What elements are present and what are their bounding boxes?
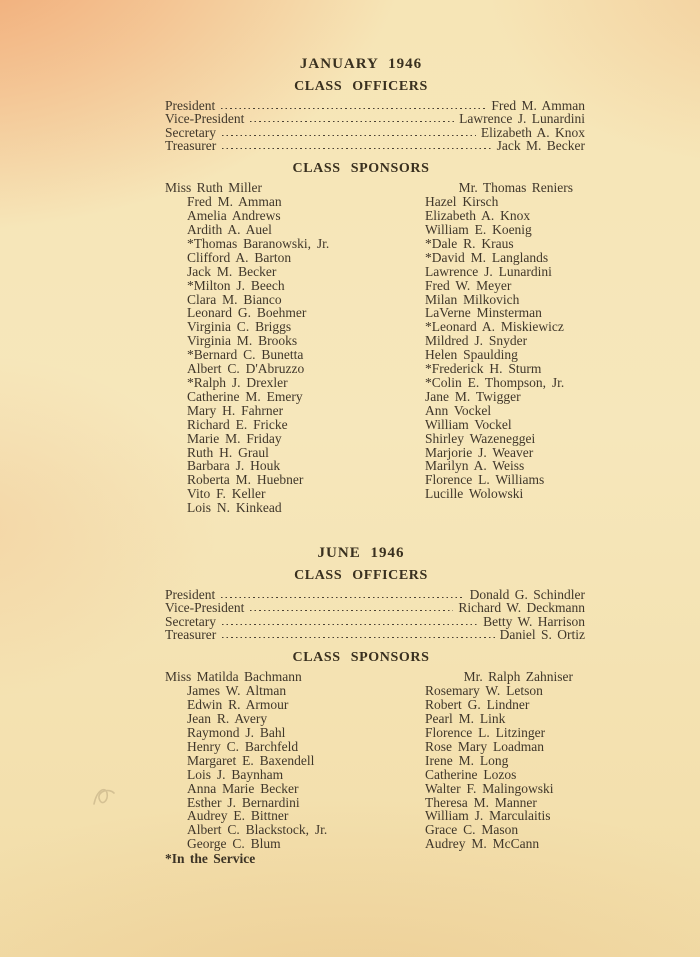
sponsor-name: Roberta M. Huebner <box>187 472 304 488</box>
sponsor-name: Fred M. Amman <box>187 194 282 210</box>
sponsor-name: Florence L. Williams <box>425 472 545 488</box>
officers-heading: CLASS OFFICERS <box>294 568 428 584</box>
sponsor-name: Irene M. Long <box>425 752 509 768</box>
sponsor-leaders-row <box>165 670 585 684</box>
sponsor-name: Audrey M. McCann <box>425 836 540 852</box>
officer-name: Elizabeth A. Knox <box>480 124 585 140</box>
sponsor-name: Hazel Kirsch <box>425 194 499 210</box>
sponsor-name: William E. Koenig <box>425 222 532 238</box>
dotted-leader <box>222 148 491 150</box>
sponsor-columns <box>165 195 585 515</box>
sponsor-name: Clifford A. Barton <box>187 249 292 265</box>
section-title: JUNE 1946 <box>317 545 405 562</box>
sponsor-name: Robert G. Lindner <box>425 697 530 713</box>
sponsor-name: Albert C. D'Abruzzo <box>187 361 305 377</box>
sponsor-name: LaVerne Minsterman <box>425 305 542 321</box>
sponsor-name: Richard E. Fricke <box>187 416 288 432</box>
sponsor-name: Virginia C. Briggs <box>187 319 292 335</box>
sponsor-name: Amelia Andrews <box>187 208 281 224</box>
sponsor-name: Rosemary W. Letson <box>425 683 543 699</box>
sponsor-leaders-row <box>165 181 585 195</box>
officer-row <box>165 126 585 139</box>
sponsor-name: Walter F. Malingowski <box>425 780 554 796</box>
sponsor-name: Ann Vockel <box>425 402 492 418</box>
sponsor-name: William Vockel <box>425 416 512 432</box>
officer-name: Daniel S. Ortiz <box>499 627 585 643</box>
sponsor-name: Ardith A. Auel <box>187 222 272 238</box>
officer-row <box>165 112 585 125</box>
sponsor-name: *Colin E. Thompson, Jr. <box>425 375 565 390</box>
dotted-leader <box>222 637 494 639</box>
sponsor-name: James W. Altman <box>187 683 287 699</box>
sponsor-name: *David M. Langlands <box>425 249 549 265</box>
sections-container <box>165 56 585 851</box>
section-title: JANUARY 1946 <box>299 56 423 72</box>
sponsor-name: Ruth H. Graul <box>187 444 269 460</box>
sponsor-name: *Thomas Baranowski, Jr. <box>187 235 330 251</box>
page-content <box>165 56 585 866</box>
officer-name: Jack M. Becker <box>496 138 585 154</box>
sponsors-heading: CLASS SPONSORS <box>292 649 430 665</box>
officer-role: President <box>165 98 216 113</box>
sponsor-name: Marjorie J. Weaver <box>425 444 534 460</box>
sponsor-name: Raymond J. Bahl <box>187 725 286 740</box>
officers-list <box>165 588 585 642</box>
dotted-leader <box>221 107 486 109</box>
officer-row <box>165 99 585 112</box>
sponsor-name: *Ralph J. Drexler <box>187 375 288 390</box>
sponsor-name: Mary H. Fahrner <box>187 402 284 418</box>
sponsor-name: Clara M. Bianco <box>187 291 282 307</box>
officer-row <box>165 601 585 614</box>
dotted-leader <box>222 134 476 136</box>
sponsor-name: Leonard G. Boehmer <box>187 305 307 321</box>
sponsors-heading: CLASS SPONSORS <box>292 160 430 176</box>
officer-row <box>165 628 585 641</box>
sponsor-name: George C. Blum <box>187 836 281 852</box>
sponsor-name: Lawrence J. Lunardini <box>425 263 552 279</box>
sponsor-lead-left: Miss Matilda Bachmann <box>165 668 302 684</box>
sponsor-name: Margaret E. Baxendell <box>187 752 315 768</box>
sponsor-name: Pearl M. Link <box>425 711 506 727</box>
sponsor-lead-right: Mr. Thomas Reniers <box>458 179 573 195</box>
dotted-leader <box>221 596 464 598</box>
class-section <box>165 56 585 515</box>
sponsor-name: Virginia M. Brooks <box>187 333 298 349</box>
officer-role: President <box>165 587 216 603</box>
class-section <box>165 545 585 851</box>
officers-list <box>165 99 585 153</box>
officers-heading: CLASS OFFICERS <box>294 79 428 94</box>
sponsor-name: Florence L. Litzinger <box>425 725 546 740</box>
sponsor-name: Marilyn A. Weiss <box>425 458 525 474</box>
sponsor-name: Edwin R. Armour <box>187 697 289 713</box>
sponsor-name: Barbara J. Houk <box>187 458 281 474</box>
officer-role: Vice-President <box>165 600 245 616</box>
sponsor-name: Esther J. Bernardini <box>187 794 300 810</box>
sponsor-column-right <box>425 195 585 515</box>
sponsor-columns <box>165 684 585 851</box>
officer-role: Treasurer <box>165 138 217 154</box>
sponsor-column-left <box>165 684 425 851</box>
sponsor-name: Milan Milkovich <box>425 291 520 307</box>
sponsor-name: Jean R. Avery <box>187 711 268 727</box>
dotted-leader <box>222 623 478 625</box>
service-footnote: *In the Service <box>165 851 256 867</box>
officer-role: Secretary <box>165 124 216 140</box>
sponsor-name: *Bernard C. Bunetta <box>187 347 304 363</box>
dotted-leader <box>250 121 454 123</box>
sponsor-lead-right: Mr. Ralph Zahniser <box>463 668 573 684</box>
dotted-leader <box>250 610 453 612</box>
officer-role: Treasurer <box>165 627 217 643</box>
sponsor-name: Jack M. Becker <box>187 263 277 279</box>
sponsor-lead-left: Miss Ruth Miller <box>165 179 263 195</box>
officer-role: Secretary <box>165 613 216 629</box>
sponsor-name: *Leonard A. Miskiewicz <box>425 319 564 335</box>
sponsor-name: *Frederick H. Sturm <box>425 361 542 377</box>
sponsor-name: Shirley Wazeneggei <box>425 430 536 446</box>
sponsor-name: *Milton J. Beech <box>187 277 285 293</box>
officer-name: Fred M. Amman <box>491 98 585 113</box>
sponsor-name: Audrey E. Bittner <box>187 808 289 824</box>
officer-name: Richard W. Deckmann <box>458 600 585 616</box>
officer-row <box>165 139 585 152</box>
sponsor-name: Henry C. Barchfeld <box>187 738 299 754</box>
sponsor-name: Catherine M. Emery <box>187 388 303 404</box>
sponsor-name: Albert C. Blackstock, Jr. <box>187 822 328 838</box>
officer-row <box>165 615 585 628</box>
officer-name: Lawrence J. Lunardini <box>459 111 585 127</box>
officer-role: Vice-President <box>165 111 245 127</box>
sponsor-name: Mildred J. Snyder <box>425 333 528 349</box>
sponsor-name: Anna Marie Becker <box>187 780 299 796</box>
sponsor-name: Fred W. Meyer <box>425 277 512 293</box>
officer-name: Betty W. Harrison <box>483 613 585 629</box>
sponsor-name: Helen Spaulding <box>425 347 518 363</box>
sponsor-name: *Dale R. Kraus <box>425 235 514 251</box>
sponsor-name: Vito F. Keller <box>187 486 266 502</box>
sponsor-name: Lucille Wolowski <box>425 486 524 502</box>
sponsor-name: Elizabeth A. Knox <box>425 208 531 224</box>
pencil-scribble <box>90 782 132 816</box>
sponsor-name: William J. Marculaitis <box>425 808 551 824</box>
sponsor-name: Rose Mary Loadman <box>425 738 544 754</box>
sponsor-column-left <box>165 195 425 515</box>
sponsor-column-right <box>425 684 585 851</box>
officer-row <box>165 588 585 601</box>
sponsor-name: Jane M. Twigger <box>425 388 521 404</box>
officer-name: Donald G. Schindler <box>469 587 585 603</box>
sponsor-name: Marie M. Friday <box>187 430 282 446</box>
sponsor-name: Grace C. Mason <box>425 822 519 838</box>
sponsor-name: Lois N. Kinkead <box>187 500 282 516</box>
sponsor-name: Theresa M. Manner <box>425 794 537 810</box>
sponsor-name: Catherine Lozos <box>425 766 517 782</box>
sponsor-name: Lois J. Baynham <box>187 766 284 782</box>
